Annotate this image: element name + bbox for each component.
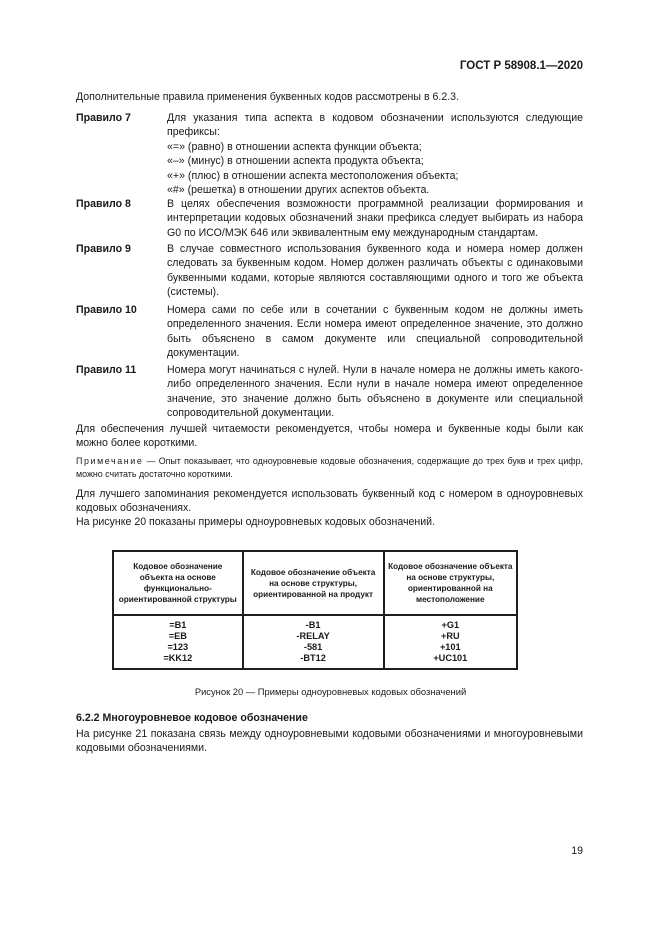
readability-paragraph: Для обеспечения лучшей читаемости рекомендуется, чтобы номера и буквенные коды были как можно более короткими. — [76, 423, 583, 450]
rule-label: Правило 10 — [76, 304, 137, 316]
figure-20-table — [112, 550, 518, 670]
figure-ref-paragraph: На рисунке 20 показаны примеры одноуровневых кодовых обозначений. — [76, 516, 436, 528]
memory-paragraph: Для лучшего запоминания рекомендуется использовать буквенный код с номером в одноуровневых кодовых обозначениях. — [76, 488, 583, 515]
rule-line: Для указания типа аспекта в кодовом обозначении используются следующие префиксы: — [167, 112, 583, 139]
rule-label: Правило 8 — [76, 198, 131, 210]
table-header-cell: Кодовое обозначение объекта на основе структуры, ориентированной на местоположение — [384, 551, 517, 615]
rule-9 — [76, 242, 583, 300]
code-value: +RU — [440, 630, 460, 641]
code-value: -B1 — [305, 619, 321, 630]
rule-line: «=» (равно) в отношении аспекта функции объекта; — [167, 140, 422, 153]
intro-paragraph: Дополнительные правила применения буквенных кодов рассмотрены в 6.2.3. — [76, 91, 460, 103]
code-value: +101 — [439, 642, 461, 652]
document-code: ГОСТ Р 58908.1—2020 — [459, 60, 583, 72]
note-text: — Опыт показывает, что одноуровневые кодовые обозначения, содержащие до трех букв и трех цифр, можно считать достаточно короткими. — [76, 456, 583, 479]
rule-8 — [76, 197, 583, 240]
rule-label: Правило 7 — [76, 112, 131, 124]
table-header-row — [113, 551, 517, 615]
note — [76, 455, 583, 481]
page-number: 19 — [571, 845, 583, 857]
table-cell — [243, 615, 384, 669]
table-body-row — [113, 615, 517, 669]
code-value: =EB — [168, 630, 187, 641]
rule-label: Правило 11 — [76, 364, 137, 376]
rule-line: «#» (решетка) в отношении других аспектов объекта. — [167, 184, 430, 197]
rule-line: «–» (минус) в отношении аспекта продукта объекта; — [167, 155, 424, 168]
rule-text: В целях обеспечения возможности программной реализации формирования и интерпретации кодовых обозначений знаки префикса следует выбирать из набора G0 по ИСО/МЭК 646 или эквивалентным ему международным стандартам. — [167, 198, 583, 239]
code-value: =KK12 — [163, 653, 193, 664]
rule-text: Номера могут начинаться с нулей. Нули в начале номера не должны иметь какого-либо определенного значения. Если нули в начале номера имеют определенное значение, это значение должно быть объяснено в документе или специальной сопроводительной документации. — [167, 364, 583, 420]
rule-7 — [76, 111, 583, 197]
rule-text: Номера сами по себе или в сочетании с буквенным кодом не должны иметь определенного значения. Если номера имеют определенное значение, это должно быть объяснено в самом документе или специальной сопроводительной документации. — [167, 304, 583, 360]
table-header-cell: Кодовое обозначение объекта на основе структуры, ориентированной на продукт — [243, 551, 384, 615]
rule-11 — [76, 363, 583, 421]
rule-text — [167, 111, 583, 197]
code-value: +G1 — [441, 619, 460, 630]
rule-line: «+» (плюс) в отношении аспекта местоположения объекта; — [167, 169, 459, 182]
section-title: 6.2.2 Многоуровневое кодовое обозначение — [76, 712, 308, 724]
code-value: -BT12 — [300, 653, 326, 664]
section-paragraph: На рисунке 21 показана связь между одноуровневыми кодовыми обозначениями и многоуровневыми кодовыми обозначениями. — [76, 728, 583, 755]
rule-10 — [76, 303, 583, 361]
table-cell — [113, 615, 243, 669]
table-header-cell: Кодовое обозначение объекта на основе функционально-ориентированной структуры — [113, 551, 243, 615]
rule-label: Правило 9 — [76, 243, 131, 255]
rule-text: В случае совместного использования буквенного кода и номера номер должен следовать за буквенным кодом. Номер должен различать объекты с одинаковыми буквенными кодами, которые являются составляющими одного и того же объекта (системы). — [167, 243, 583, 299]
note-lead: Примечание — [76, 456, 144, 466]
code-value: =123 — [167, 642, 189, 652]
code-value: +UC101 — [433, 653, 468, 664]
code-value: -581 — [303, 642, 323, 652]
code-value: =B1 — [169, 619, 187, 630]
figure-caption: Рисунок 20 — Примеры одноуровневых кодовых обозначений — [194, 686, 467, 697]
table-cell — [384, 615, 517, 669]
code-value: -RELAY — [296, 630, 330, 641]
